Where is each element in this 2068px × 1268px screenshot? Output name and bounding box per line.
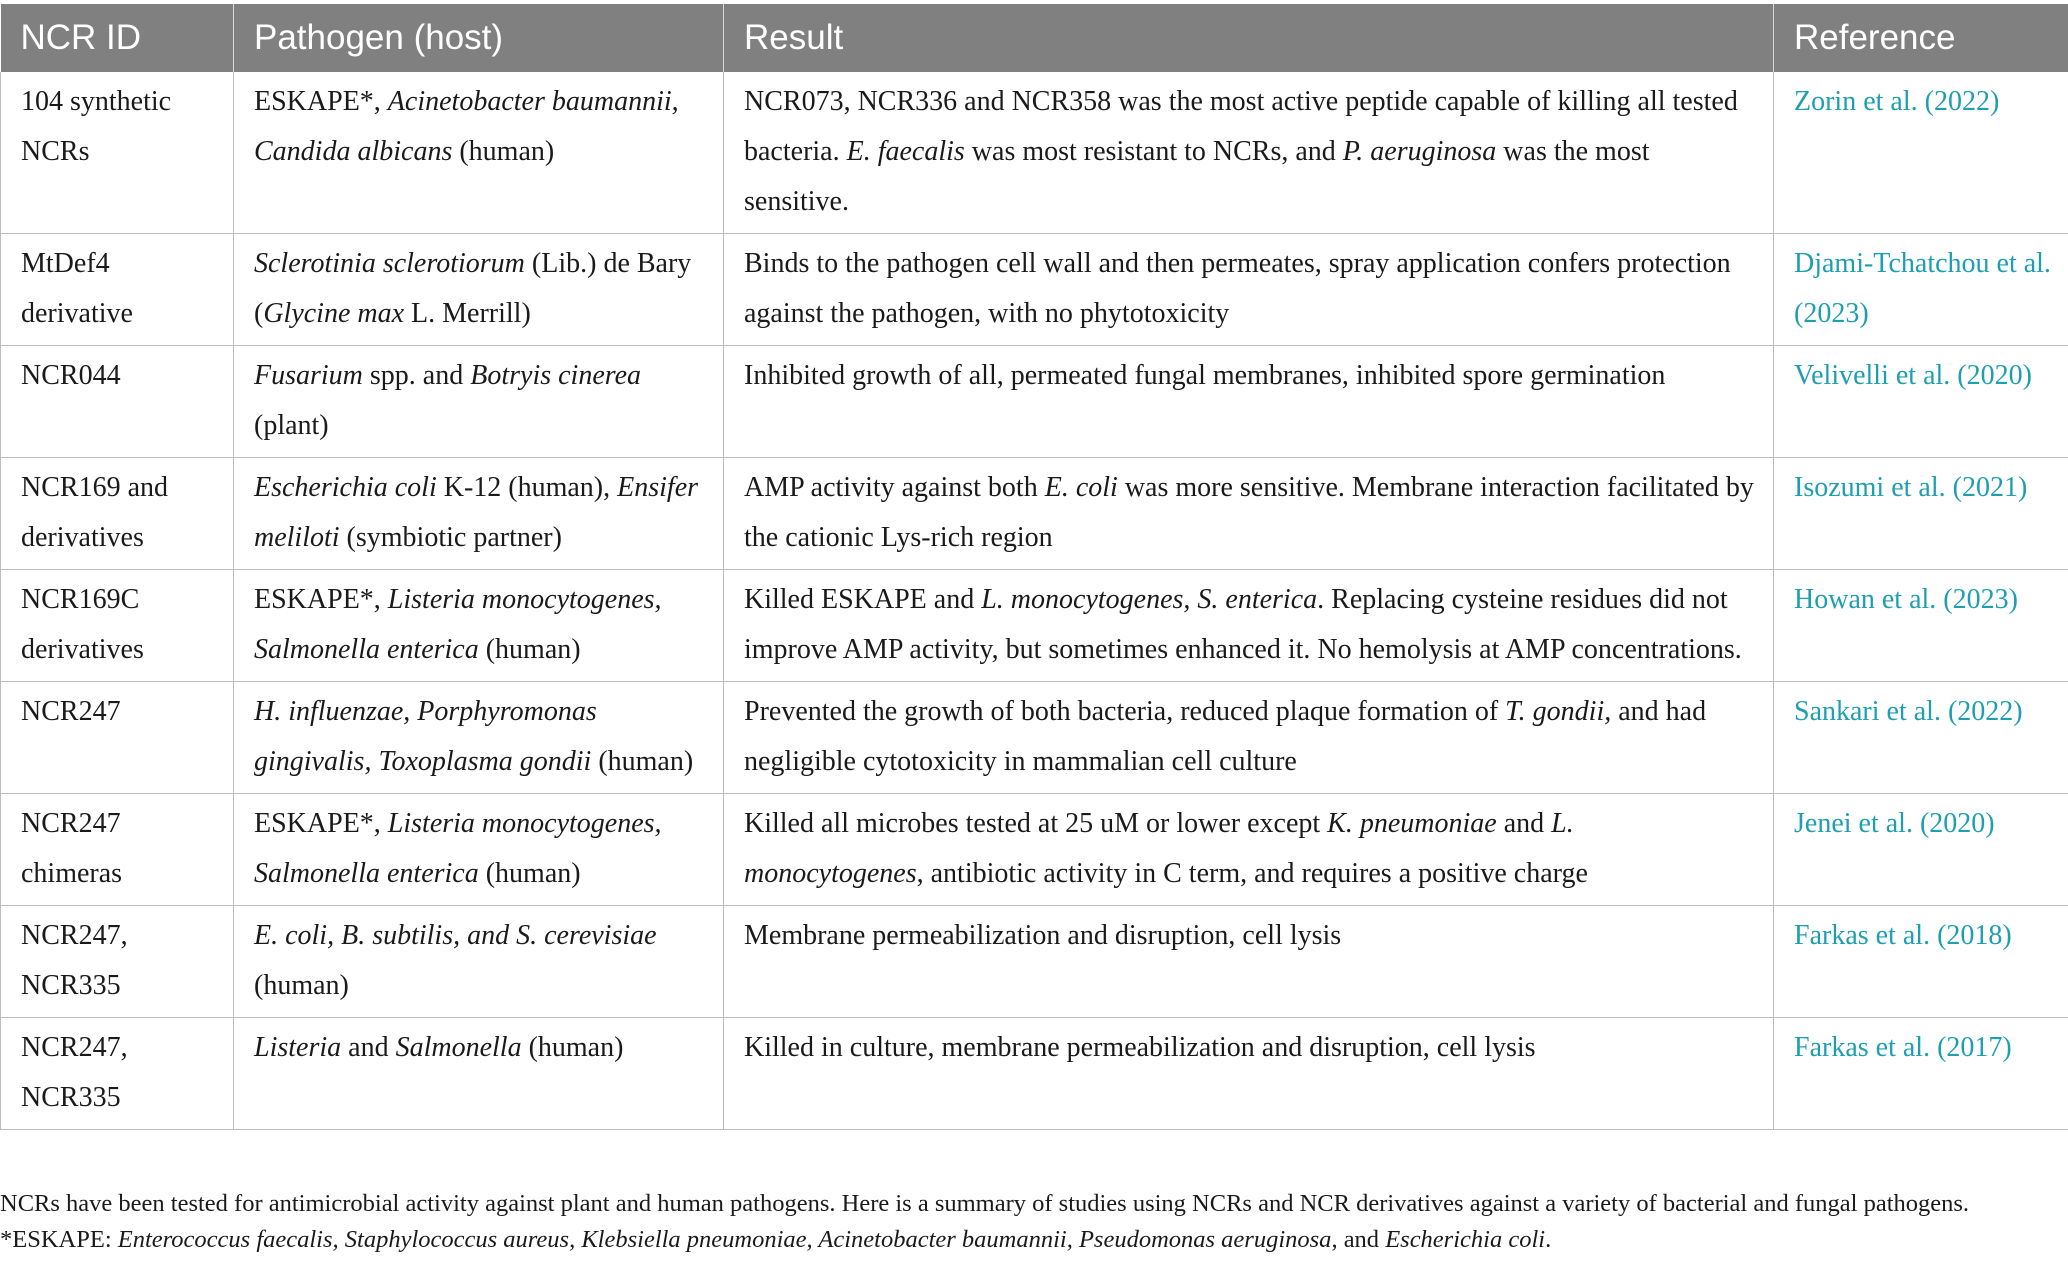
ncr-id-cell: 104 synthetic NCRs: [1, 72, 234, 234]
result-cell: Killed all microbes tested at 25 uM or lower except K. pneumoniae and L. monocytogenes, antibiotic activity in C term, and requires a positive charge: [724, 794, 1774, 906]
header-pathogen-host: Pathogen (host): [234, 4, 724, 72]
reference-link[interactable]: Zorin et al. (2022): [1794, 86, 2000, 117]
reference-cell: [1774, 72, 2068, 234]
reference-link[interactable]: Djami-Tchatchou et al. (2023): [1794, 248, 2051, 329]
table-row: [1, 794, 2068, 906]
reference-link[interactable]: Farkas et al. (2018): [1794, 920, 2012, 951]
table-header: [1, 4, 2068, 72]
pathogen-host-cell: Fusarium spp. and Botryis cinerea (plant): [234, 346, 724, 458]
pathogen-host-cell: Listeria and Salmonella (human): [234, 1018, 724, 1130]
reference-cell: [1774, 906, 2068, 1018]
table-row: [1, 72, 2068, 234]
reference-link[interactable]: Jenei et al. (2020): [1794, 808, 1995, 839]
ncr-id-cell: NCR169C derivatives: [1, 570, 234, 682]
reference-link[interactable]: Velivelli et al. (2020): [1794, 360, 2032, 391]
reference-cell: [1774, 458, 2068, 570]
reference-cell: [1774, 794, 2068, 906]
result-cell: Killed in culture, membrane permeabilization and disruption, cell lysis: [724, 1018, 1774, 1130]
pathogen-host-cell: H. influenzae, Porphyromonas gingivalis, Toxoplasma gondii (human): [234, 682, 724, 794]
reference-cell: [1774, 682, 2068, 794]
ncr-id-cell: MtDef4 derivative: [1, 234, 234, 346]
reference-cell: [1774, 1018, 2068, 1130]
result-cell: NCR073, NCR336 and NCR358 was the most active peptide capable of killing all tested bacteria. E. faecalis was most resistant to NCRs, and P. aeruginosa was the most sensitive.: [724, 72, 1774, 234]
ncr-table-container: [0, 4, 2068, 1130]
table-row: [1, 1018, 2068, 1130]
result-cell: Killed ESKAPE and L. monocytogenes, S. enterica. Replacing cysteine residues did not improve AMP activity, but sometimes enhanced it. No hemolysis at AMP concentrations.: [724, 570, 1774, 682]
result-cell: Membrane permeabilization and disruption, cell lysis: [724, 906, 1774, 1018]
ncr-id-cell: NCR169 and derivatives: [1, 458, 234, 570]
reference-cell: [1774, 570, 2068, 682]
result-cell: Prevented the growth of both bacteria, reduced plaque formation of T. gondii, and had negligible cytotoxicity in mammalian cell culture: [724, 682, 1774, 794]
ncr-id-cell: NCR247, NCR335: [1, 906, 234, 1018]
reference-link[interactable]: Farkas et al. (2017): [1794, 1032, 2012, 1063]
table-row: [1, 570, 2068, 682]
reference-link[interactable]: Sankari et al. (2022): [1794, 696, 2023, 727]
ncr-id-cell: NCR247 chimeras: [1, 794, 234, 906]
ncr-studies-table: [0, 4, 2068, 1130]
result-cell: AMP activity against both E. coli was more sensitive. Membrane interaction facilitated by the cationic Lys-rich region: [724, 458, 1774, 570]
table-row: [1, 346, 2068, 458]
ncr-id-cell: NCR044: [1, 346, 234, 458]
pathogen-host-cell: ESKAPE*, Listeria monocytogenes, Salmonella enterica (human): [234, 570, 724, 682]
pathogen-host-cell: Escherichia coli K-12 (human), Ensifer meliloti (symbiotic partner): [234, 458, 724, 570]
header-row: [1, 4, 2068, 72]
pathogen-host-cell: ESKAPE*, Listeria monocytogenes, Salmonella enterica (human): [234, 794, 724, 906]
table-body: [1, 72, 2068, 1130]
pathogen-host-cell: E. coli, B. subtilis, and S. cerevisiae (human): [234, 906, 724, 1018]
table-footnote: NCRs have been tested for antimicrobial activity against plant and human pathogens. Here is a summary of studies using NCRs and NCR derivatives against a variety of bacterial and fungal pathogens. *ESKAPE: Enterococcus faecalis, Staphylococcus aureus, Klebsiella pneumoniae, Acinetobacter baumannii, Pseudomonas aeruginosa, and Escherichia coli.: [0, 1190, 1970, 1253]
pathogen-host-cell: Sclerotinia sclerotiorum (Lib.) de Bary (Glycine max L. Merrill): [234, 234, 724, 346]
reference-cell: [1774, 346, 2068, 458]
header-ncr-id: NCR ID: [1, 4, 234, 72]
table-row: [1, 234, 2068, 346]
ncr-id-cell: NCR247, NCR335: [1, 1018, 234, 1130]
pathogen-host-cell: ESKAPE*, Acinetobacter baumannii, Candida albicans (human): [234, 72, 724, 234]
reference-link[interactable]: Howan et al. (2023): [1794, 584, 2018, 615]
reference-link[interactable]: Isozumi et al. (2021): [1794, 472, 2028, 503]
table-row: [1, 458, 2068, 570]
result-cell: Inhibited growth of all, permeated fungal membranes, inhibited spore germination: [724, 346, 1774, 458]
table-row: [1, 906, 2068, 1018]
result-cell: Binds to the pathogen cell wall and then permeates, spray application confers protection against the pathogen, with no phytotoxicity: [724, 234, 1774, 346]
table-row: [1, 682, 2068, 794]
header-reference: Reference: [1774, 4, 2068, 72]
header-result: Result: [724, 4, 1774, 72]
ncr-id-cell: NCR247: [1, 682, 234, 794]
reference-cell: [1774, 234, 2068, 346]
